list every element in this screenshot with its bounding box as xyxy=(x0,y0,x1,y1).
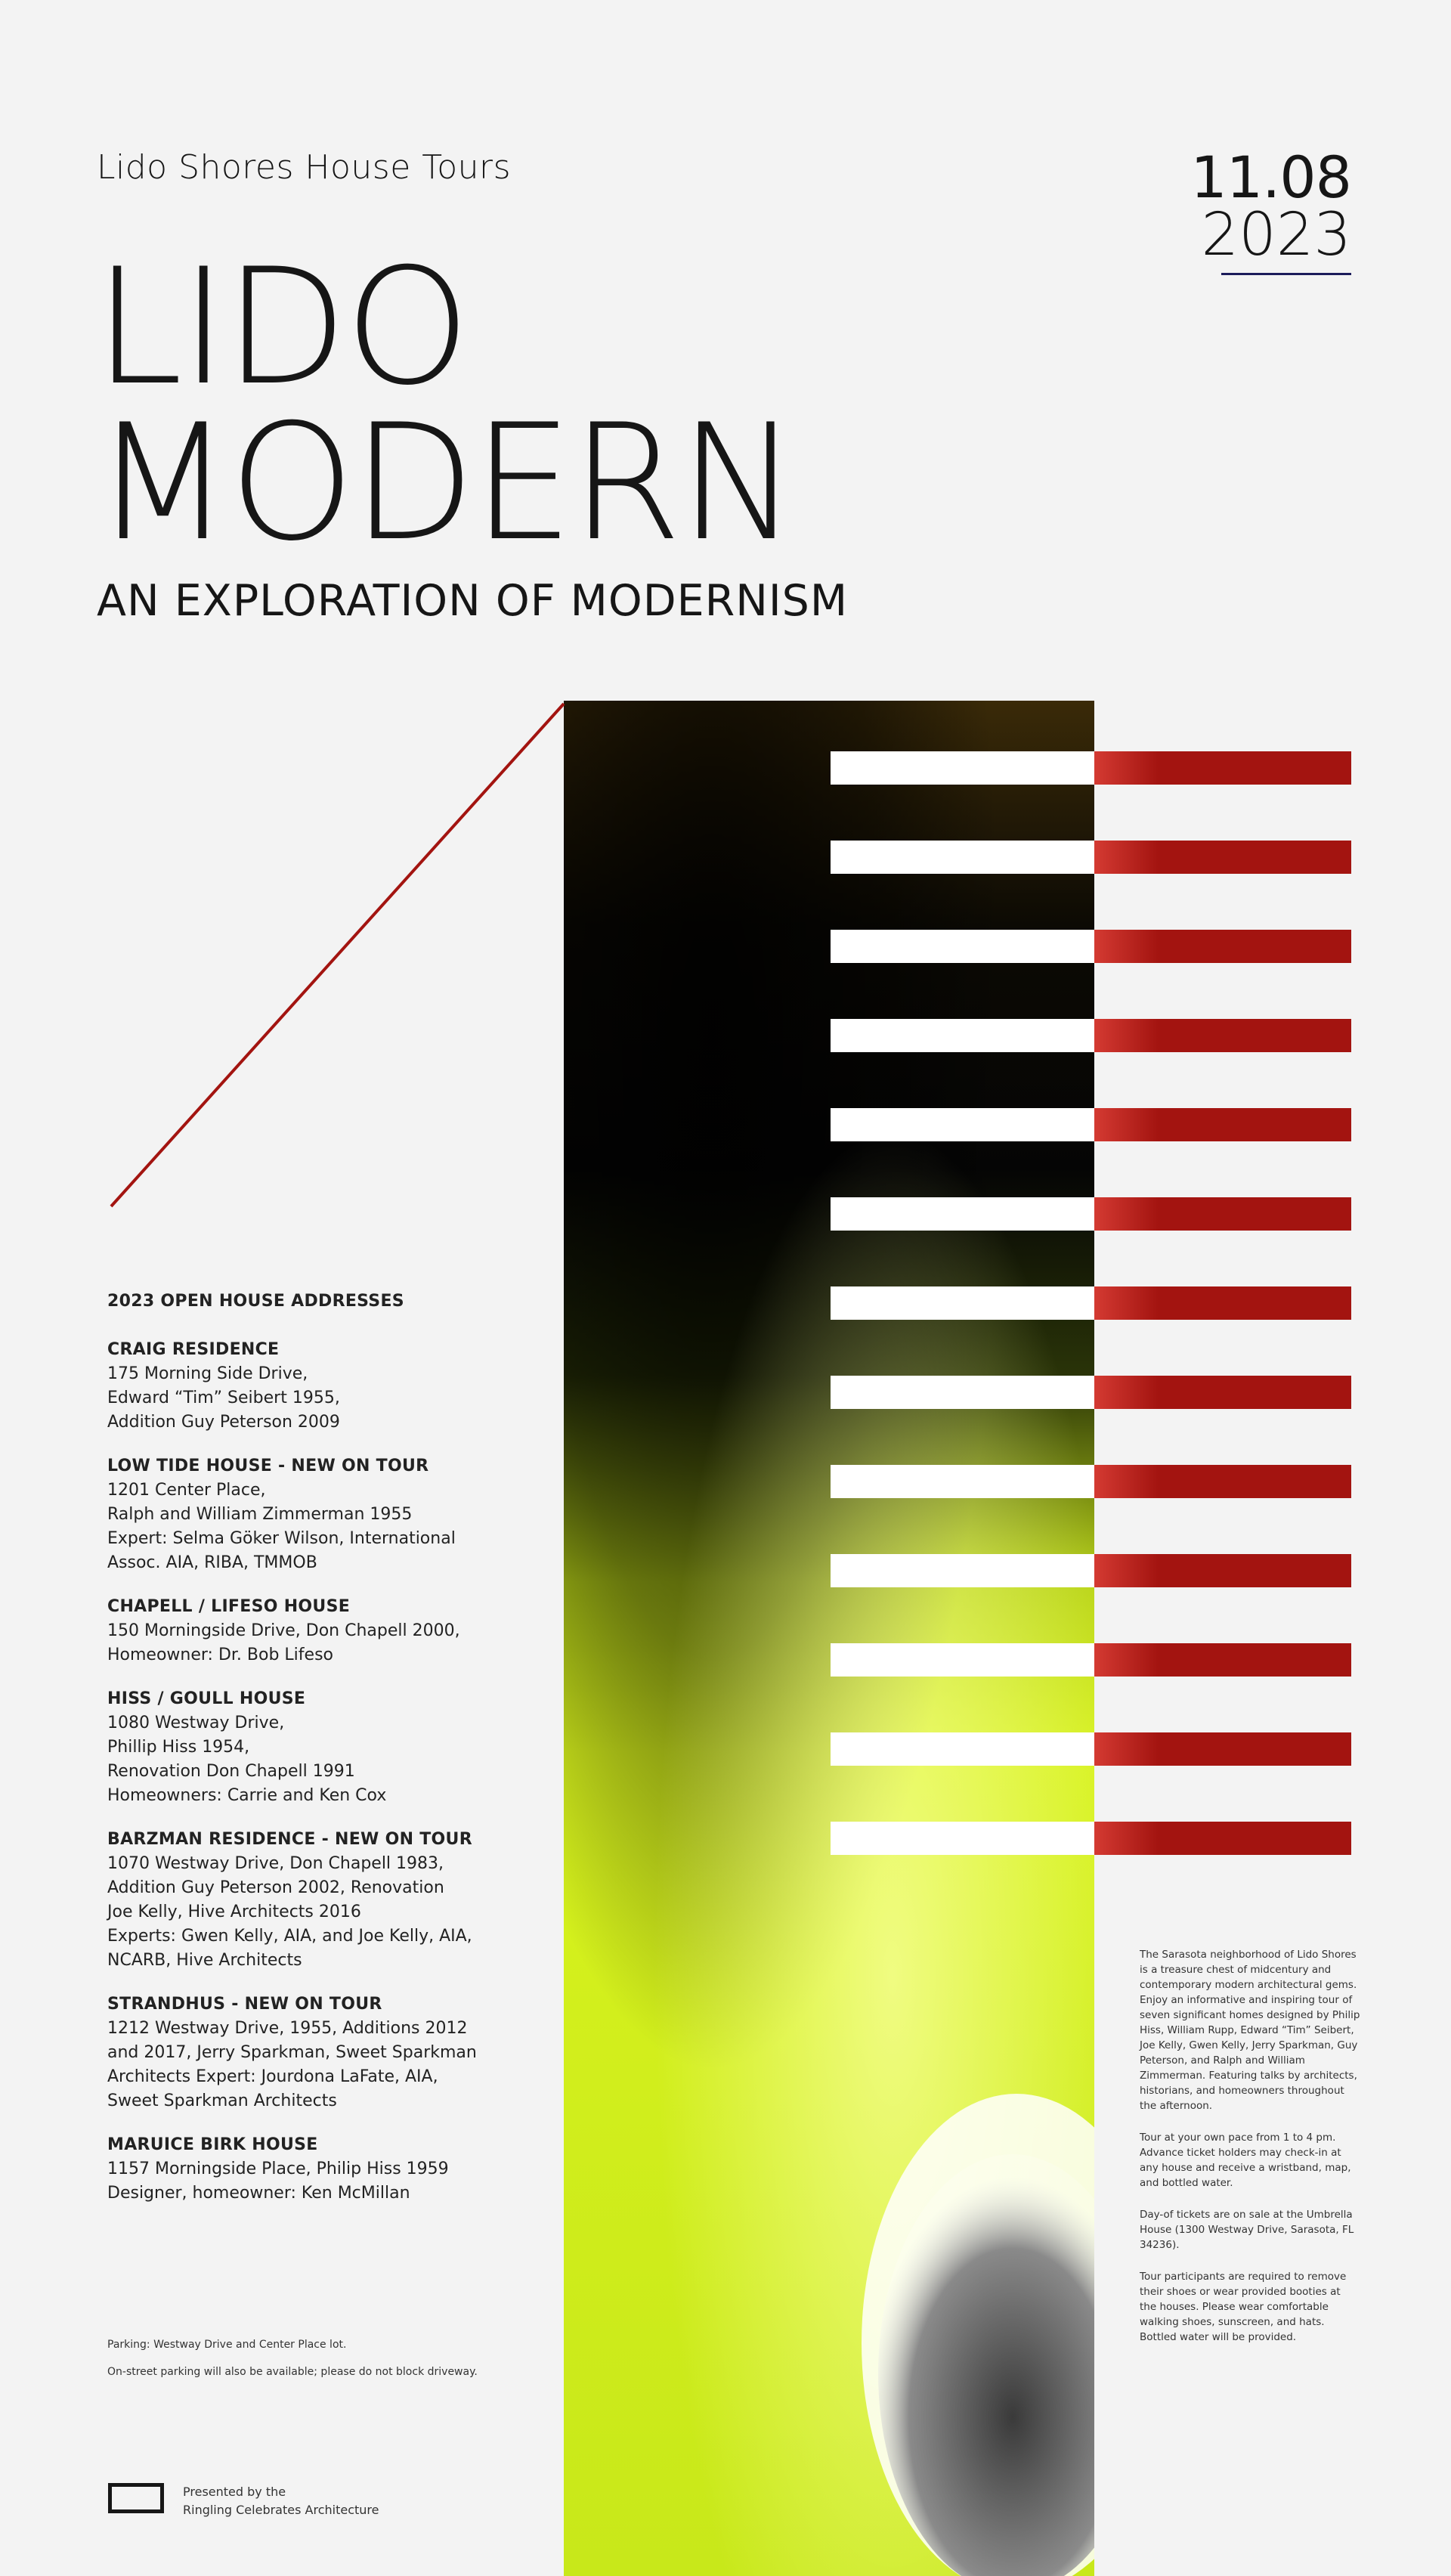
house-entry xyxy=(107,1595,500,1667)
house-detail: Ralph and William Zimmerman 1955 xyxy=(107,1505,413,1524)
white-stripe xyxy=(831,1643,1094,1677)
house-entry xyxy=(107,1338,500,1435)
house-detail: Phillip Hiss 1954, xyxy=(107,1738,250,1757)
house-name: LOW TIDE HOUSE - NEW ON TOUR xyxy=(107,1457,429,1475)
house-detail: Joe Kelly, Hive Architects 2016 xyxy=(107,1903,361,1921)
house-detail: 1080 Westway Drive, xyxy=(107,1714,285,1732)
date-underline xyxy=(1221,273,1351,275)
event-date-year: 2023 xyxy=(1201,201,1351,269)
house-detail: 175 Morning Side Drive, xyxy=(107,1364,308,1383)
house-detail: Assoc. AIA, RIBA, TMMOB xyxy=(107,1553,317,1572)
description-paragraph: The Sarasota neighborhood of Lido Shores is a treasure chest of midcentury and contemporary modern architectural gems. Enjoy an informative and inspiring tour of seven significant homes designed by Philip Hiss, William Rupp, Edward “Tim” Seibert, Joe Kelly, Gwen Kelly, Jerry Sparkman, Guy Peterson, and Ralph and William Zimmerman. Featuring talks by architects, historians, and homeowners throughout the afternoon. xyxy=(1140,1949,1360,2112)
white-stripe xyxy=(831,1822,1094,1855)
white-stripe xyxy=(831,1197,1094,1231)
house-detail: and 2017, Jerry Sparkman, Sweet Sparkman xyxy=(107,2043,477,2062)
house-detail: Expert: Selma Göker Wilson, International xyxy=(107,1529,456,1548)
house-name: MARUICE BIRK HOUSE xyxy=(107,2135,318,2154)
red-stripe xyxy=(1094,1732,1351,1766)
house-detail: Edward “Tim” Seibert 1955, xyxy=(107,1389,340,1407)
white-stripe xyxy=(831,751,1094,785)
house-name: CHAPELL / LIFESO HOUSE xyxy=(107,1597,351,1616)
red-stripe xyxy=(1094,841,1351,874)
red-stripe xyxy=(1094,1286,1351,1320)
presenter-line: Ringling Celebrates Architecture xyxy=(183,2503,379,2517)
title-line-2: MODERN xyxy=(94,389,796,576)
addresses-section xyxy=(107,1290,500,2225)
house-detail: Addition Guy Peterson 2002, Renovation xyxy=(107,1878,444,1897)
red-stripe xyxy=(1094,751,1351,785)
house-detail: Homeowner: Dr. Bob Lifeso xyxy=(107,1646,333,1664)
house-detail: Experts: Gwen Kelly, AIA, and Joe Kelly, AIA, xyxy=(107,1927,472,1946)
white-stripe xyxy=(831,1286,1094,1320)
diagonal-red-line xyxy=(111,704,564,1206)
house-entry xyxy=(107,1454,500,1575)
description-paragraph: Tour at your own pace from 1 to 4 pm. Advance ticket holders may check-in at any house and receive a wristband, map, and bottled water. xyxy=(1140,2132,1351,2189)
white-stripe xyxy=(831,1376,1094,1409)
house-entry xyxy=(107,2133,500,2206)
tour-series-label: Lido Shores House Tours xyxy=(97,148,512,187)
house-entry xyxy=(107,1687,500,1808)
parking-line: On-street parking will also be available; please do not block driveway. xyxy=(107,2366,478,2378)
house-name: CRAIG RESIDENCE xyxy=(107,1340,280,1359)
description-paragraph: Tour participants are required to remove their shoes or wear provided booties at the houses. Please wear comfortable walking shoes, sunscreen, and hats. Bottled water will be provided. xyxy=(1140,2271,1347,2343)
red-stripe xyxy=(1094,1643,1351,1677)
house-name: STRANDHUS - NEW ON TOUR xyxy=(107,1995,382,2014)
parking-line: Parking: Westway Drive and Center Place lot. xyxy=(107,2339,347,2351)
house-detail: Renovation Don Chapell 1991 xyxy=(107,1762,355,1781)
white-stripe xyxy=(831,930,1094,963)
event-date-day: 11.08 xyxy=(1190,144,1351,211)
tour-description xyxy=(1140,1947,1360,2361)
house-detail: Addition Guy Peterson 2009 xyxy=(107,1413,340,1432)
parking-info xyxy=(107,2337,531,2392)
white-stripe xyxy=(831,1465,1094,1498)
red-stripe xyxy=(1094,1465,1351,1498)
red-stripe xyxy=(1094,1822,1351,1855)
house-detail: Homeowners: Carrie and Ken Cox xyxy=(107,1786,387,1805)
red-stripe xyxy=(1094,930,1351,963)
red-stripe xyxy=(1094,1554,1351,1587)
red-stripe xyxy=(1094,1197,1351,1231)
gradient-column xyxy=(564,701,1171,2576)
house-detail: Designer, homeowner: Ken McMillan xyxy=(107,2184,410,2203)
house-detail: Sweet Sparkman Architects xyxy=(107,2091,337,2110)
white-stripe xyxy=(831,841,1094,874)
presenter-line: Presented by the xyxy=(183,2485,286,2499)
house-detail: 150 Morningside Drive, Don Chapell 2000, xyxy=(107,1621,460,1640)
red-stripe xyxy=(1094,1376,1351,1409)
presenter-logo-icon xyxy=(108,2483,164,2513)
red-stripe xyxy=(1094,1019,1351,1052)
white-stripe xyxy=(831,1019,1094,1052)
event-date xyxy=(1190,144,1351,269)
house-detail: 1201 Center Place, xyxy=(107,1481,266,1500)
house-detail: Architects Expert: Jourdona LaFate, AIA, xyxy=(107,2067,438,2086)
house-name: HISS / GOULL HOUSE xyxy=(107,1689,306,1708)
title-line-1: LIDO xyxy=(94,234,468,420)
house-entry xyxy=(107,1992,500,2113)
red-stripe xyxy=(1094,1108,1351,1141)
poster-subtitle: AN EXPLORATION OF MODERNISM xyxy=(97,576,849,626)
presenter-credit xyxy=(183,2483,379,2519)
white-stripe xyxy=(831,1732,1094,1766)
white-stripe xyxy=(831,1554,1094,1587)
house-entry xyxy=(107,1828,500,1973)
poster-title xyxy=(94,234,796,576)
house-detail: NCARB, Hive Architects xyxy=(107,1951,302,1970)
house-name: BARZMAN RESIDENCE - NEW ON TOUR xyxy=(107,1830,472,1849)
house-detail: 1212 Westway Drive, 1955, Additions 2012 xyxy=(107,2019,468,2038)
house-detail: 1157 Morningside Place, Philip Hiss 1959 xyxy=(107,2160,449,2178)
description-paragraph: Day-of tickets are on sale at the Umbrella House (1300 Westway Drive, Sarasota, FL 34236). xyxy=(1140,2209,1354,2251)
addresses-heading: 2023 OPEN HOUSE ADDRESSES xyxy=(107,1292,404,1311)
house-detail: 1070 Westway Drive, Don Chapell 1983, xyxy=(107,1854,444,1873)
white-stripe xyxy=(831,1108,1094,1141)
